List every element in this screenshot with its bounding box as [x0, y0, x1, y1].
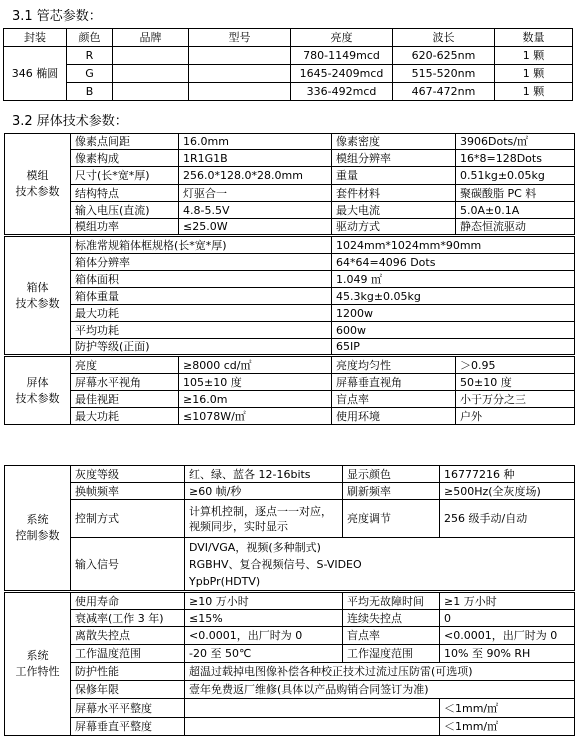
- param-value: -20 至 50℃: [185, 645, 343, 663]
- section-label-module: [5, 134, 71, 236]
- header-quantity: 数量: [495, 29, 573, 47]
- param-name: 控制方式: [71, 500, 185, 538]
- param-value: 64*64=4096 Dots: [332, 254, 575, 271]
- param-name: 像素点间距: [71, 134, 179, 150]
- brand-cell: [113, 83, 189, 101]
- param-value: <0.0001，出厂时为 0: [440, 627, 575, 645]
- param-name: 使用寿命: [71, 592, 185, 610]
- model-cell: [189, 83, 291, 101]
- brightness-cell: 780-1149mcd: [291, 47, 393, 65]
- table-row: [5, 185, 575, 202]
- table-row: [5, 538, 575, 592]
- table-row: [5, 150, 575, 167]
- table-row: [5, 322, 575, 339]
- wavelength-cell: 467-472nm: [393, 83, 495, 101]
- input-signal-line: DVI/VGA，视频(多种制式): [189, 540, 321, 554]
- param-value: ≥10 万小时: [185, 592, 343, 610]
- param-name: 像素密度: [332, 134, 456, 150]
- param-value: <0.0001，出厂时为 0: [185, 627, 343, 645]
- table-row: [5, 500, 575, 538]
- table-row: [5, 699, 575, 718]
- param-value: 灯驱合一: [179, 185, 332, 202]
- param-value: 256 级手动/自动: [440, 500, 575, 538]
- system-params-table: [4, 465, 575, 736]
- param-name: 亮度均匀性: [332, 356, 456, 374]
- package-cell: 346 椭圆: [4, 47, 67, 101]
- header-brightness: 亮度: [291, 29, 393, 47]
- section-label-control: [5, 466, 71, 592]
- header-wavelength: 波长: [393, 29, 495, 47]
- param-value: ＜1mm/㎡: [440, 718, 575, 736]
- table-row: [5, 645, 575, 663]
- param-value: 超温过载掉电图像补偿各种校正技术过流过压防雷(可选项): [185, 663, 575, 681]
- param-value: ≤1078W/㎡: [179, 408, 332, 425]
- param-name: 最大功耗: [71, 305, 332, 322]
- param-name: 亮度: [71, 356, 179, 374]
- section-label-screen: [5, 356, 71, 425]
- table-row: [4, 65, 573, 83]
- param-value: ≥1 万小时: [440, 592, 575, 610]
- param-value: 65IP: [332, 339, 575, 356]
- table-row: [5, 408, 575, 425]
- table-row: [5, 483, 575, 500]
- table-row: [5, 391, 575, 408]
- param-value: ＞0.95: [456, 356, 575, 374]
- param-name: 防护等级(正面): [71, 339, 332, 356]
- table-row: [4, 47, 573, 65]
- table-row: [4, 83, 573, 101]
- table-row: [5, 254, 575, 271]
- param-name: 输入电压(直流): [71, 202, 179, 219]
- param-name: 灰度等级: [71, 466, 185, 483]
- param-blank: [185, 699, 440, 718]
- param-value: 16.0mm: [179, 134, 332, 150]
- param-value: ≥16.0m: [179, 391, 332, 408]
- table-row: [5, 610, 575, 627]
- param-name: 平均无故障时间: [343, 592, 440, 610]
- param-value: ≤15%: [185, 610, 343, 627]
- param-name: 屏幕垂直平整度: [71, 718, 185, 736]
- param-name: 盲点率: [343, 627, 440, 645]
- color-cell: G: [67, 65, 113, 83]
- param-value: 0: [440, 610, 575, 627]
- param-name: 箱体分辨率: [71, 254, 332, 271]
- color-cell: B: [67, 83, 113, 101]
- param-name: 平均功耗: [71, 322, 332, 339]
- param-value: 16777216 种: [440, 466, 575, 483]
- quantity-cell: 1 颗: [495, 47, 573, 65]
- table-row: [5, 305, 575, 322]
- model-cell: [189, 65, 291, 83]
- param-name: 离散失控点: [71, 627, 185, 645]
- param-value: 壹年免费返厂维修(具体以产品购销合同签订为准): [185, 681, 575, 699]
- table-row: [5, 236, 575, 254]
- wavelength-cell: 515-520nm: [393, 65, 495, 83]
- table-row: [5, 466, 575, 483]
- brightness-cell: 1645-2409mcd: [291, 65, 393, 83]
- param-name: 模组分辨率: [332, 150, 456, 167]
- table-row: [5, 374, 575, 391]
- param-value: 静态恒流驱动: [456, 219, 575, 236]
- param-name: 最佳视距: [71, 391, 179, 408]
- param-name: 最大电流: [332, 202, 456, 219]
- param-value: ≥8000 cd/㎡: [179, 356, 332, 374]
- param-value: ≥500Hz(全灰度场): [440, 483, 575, 500]
- param-value: 计算机控制，逐点一一对应，视频同步，实时显示: [185, 500, 343, 538]
- param-name: 衰减率(工作 3 年): [71, 610, 185, 627]
- param-name: 箱体面积: [71, 271, 332, 288]
- input-signal-cell: [185, 538, 575, 592]
- param-name: 屏幕垂直视角: [332, 374, 456, 391]
- param-value: 0.51kg±0.05kg: [456, 167, 575, 185]
- param-name: 亮度调节: [343, 500, 440, 538]
- table-row: [5, 288, 575, 305]
- param-value: 5.0A±0.1A: [456, 202, 575, 219]
- param-value: 小于万分之三: [456, 391, 575, 408]
- table-row: [5, 663, 575, 681]
- param-name: 防护性能: [71, 663, 185, 681]
- param-value: 3906Dots/㎡: [456, 134, 575, 150]
- header-brand: 品牌: [113, 29, 189, 47]
- param-name: 工作湿度范围: [343, 645, 440, 663]
- param-blank: [185, 718, 440, 736]
- table-row: [5, 592, 575, 610]
- input-signal-line: RGBHV、复合视频信号、S-VIDEO: [189, 557, 362, 571]
- param-value: 600w: [332, 322, 575, 339]
- section-label-text: 模组 技术参数: [15, 169, 60, 198]
- param-name: 换帧频率: [71, 483, 185, 500]
- param-value: ＜1mm/㎡: [440, 699, 575, 718]
- param-name: 箱体重量: [71, 288, 332, 305]
- param-value: ≥60 帧/秒: [185, 483, 343, 500]
- param-name: 盲点率: [332, 391, 456, 408]
- section-label-cabinet: [5, 236, 71, 356]
- section-label-text: 系统 工作特性: [15, 649, 60, 678]
- param-value: 105±10 度: [179, 374, 332, 391]
- param-value: 1024mm*1024mm*90mm: [332, 236, 575, 254]
- header-color: 颜色: [67, 29, 113, 47]
- param-name: 输入信号: [71, 538, 185, 592]
- table-row: [5, 219, 575, 236]
- table-row: [5, 167, 575, 185]
- param-value: 16*8=128Dots: [456, 150, 575, 167]
- param-name: 屏幕水平视角: [71, 374, 179, 391]
- screen-params-table: [4, 133, 575, 425]
- section-label-text: 屏体 技术参数: [15, 375, 60, 405]
- param-value: 45.3kg±0.05kg: [332, 288, 575, 305]
- param-value: 256.0*128.0*28.0mm: [179, 167, 332, 185]
- param-name: 工作温度范围: [71, 645, 185, 663]
- param-name: 屏幕水平平整度: [71, 699, 185, 718]
- brand-cell: [113, 47, 189, 65]
- param-name: 像素构成: [71, 150, 179, 167]
- wavelength-cell: 620-625nm: [393, 47, 495, 65]
- param-name: 驱动方式: [332, 219, 456, 236]
- brightness-cell: 336-492mcd: [291, 83, 393, 101]
- param-name: 使用环境: [332, 408, 456, 425]
- param-value: 1200w: [332, 305, 575, 322]
- param-name: 保修年限: [71, 681, 185, 699]
- header-model: 型号: [189, 29, 291, 47]
- param-value: 聚碳酸脂 PC 料: [456, 185, 575, 202]
- section-label-text: 系统 控制参数: [15, 513, 60, 542]
- chip-params-table: [3, 28, 573, 101]
- param-name: 标准常规箱体框规格(长*宽*厚): [71, 236, 332, 254]
- table-row: [5, 627, 575, 645]
- param-value: 户外: [456, 408, 575, 425]
- table-row: [5, 134, 575, 150]
- param-value: 10% 至 90% RH: [440, 645, 575, 663]
- table-row: [5, 202, 575, 219]
- param-name: 显示颜色: [343, 466, 440, 483]
- section-heading-chip-params: 3.1 管芯参数：: [12, 9, 102, 24]
- table-row: [5, 718, 575, 736]
- param-value: ≤25.0W: [179, 219, 332, 236]
- param-value: 1R1G1B: [179, 150, 332, 167]
- table-header-row: [4, 29, 573, 47]
- param-name: 最大功耗: [71, 408, 179, 425]
- param-name: 尺寸(长*宽*厚): [71, 167, 179, 185]
- param-name: 结构特点: [71, 185, 179, 202]
- param-value: 红、绿、蓝各 12-16bits: [185, 466, 343, 483]
- table-row: [5, 339, 575, 356]
- table-row: [5, 681, 575, 699]
- quantity-cell: 1 颗: [495, 83, 573, 101]
- param-name: 连续失控点: [343, 610, 440, 627]
- param-name: 重量: [332, 167, 456, 185]
- param-value: 50±10 度: [456, 374, 575, 391]
- header-package: 封装: [4, 29, 67, 47]
- param-value: 4.8-5.5V: [179, 202, 332, 219]
- color-cell: R: [67, 47, 113, 65]
- param-value: 1.049 ㎡: [332, 271, 575, 288]
- section-label-text: 箱体 技术参数: [15, 280, 60, 310]
- param-name: 模组功率: [71, 219, 179, 236]
- model-cell: [189, 47, 291, 65]
- brand-cell: [113, 65, 189, 83]
- input-signal-line: YpbPr(HDTV): [189, 574, 261, 588]
- table-row: [5, 271, 575, 288]
- param-name: 套件材料: [332, 185, 456, 202]
- section-label-working: [5, 592, 71, 736]
- table-row: [5, 356, 575, 374]
- quantity-cell: 1 颗: [495, 65, 573, 83]
- param-name: 刷新频率: [343, 483, 440, 500]
- section-heading-screen-params: 3.2 屏体技术参数：: [12, 114, 128, 129]
